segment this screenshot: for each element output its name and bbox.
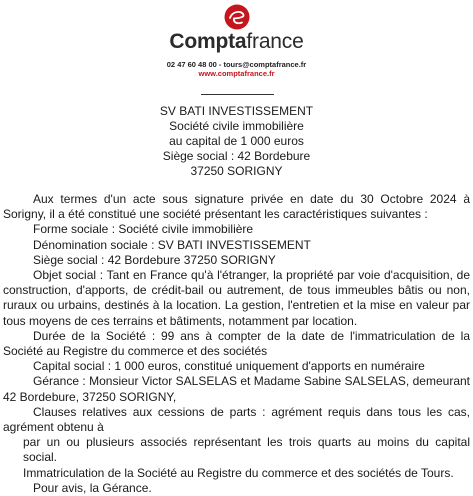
brand-name [0,31,473,53]
intro-paragraph: Aux termes d'un acte sous signature privée en date du 30 Octobre 2024 à Sorigny, il a été constitué une société présentant les caractéristiques suivantes : [3,192,470,222]
notice-body [3,192,470,496]
separator-rule [201,94,274,95]
brand-name-part2: france [246,30,304,53]
company-postcode: 37250 SORIGNY [190,164,283,178]
company-block [0,104,473,179]
contact-line: 02 47 60 48 00 - tours@comptafrance.fr [166,60,307,69]
company-seat: Siège social : 42 Bordebure [162,149,311,163]
swirl-e-logo-icon [224,4,250,30]
company-capital: au capital de 1 000 euros [169,134,304,148]
clauses-paragraph: Clauses relatives aux cessions de parts : agrément requis dans tous les cas, agrément obtenu à [3,404,470,435]
brand-name-part1: Compta [169,30,247,53]
objet-paragraph: Objet social : Tant en France qu'à l'étranger, la propriété par voie d'acquisition, de construction, d'apports, de crédit-bail ou autrement, de tous immeubles bâtis ou non, ruraux ou urbains, destinés à la location. La gestion, l'entretien et la mise en valeur par tous moyens de ces terrains et bâtiments, notamment par location. [3,268,470,328]
denomination-line: Dénomination sociale : SV BATI INVESTISSEMENT [33,237,311,252]
forme-line: Forme sociale : Société civile immobilière [33,222,254,237]
siege-line: Siège social : 42 Bordebure 37250 SORIGNY [33,252,276,267]
company-type: Société civile immobilière [169,119,304,133]
capital-line: Capital social : 1 000 euros, constitué uniquement d'apports en numéraire [33,359,425,374]
duree-paragraph: Durée de la Société : 99 ans à compter de la date de l'immatriculation de la Société au Registre du commerce et des sociétés [3,328,470,359]
company-name: SV BATI INVESTISSEMENT [159,104,314,118]
gerance-paragraph: Gérance : Monsieur Victor SALSELAS et Madame Sabine SALSELAS, demeurant 42 Bordebure, 37250 SORIGNY, [3,374,470,404]
clauses-continuation: par un ou plusieurs associés représentant les trois quarts au moins du capital social. [23,435,470,465]
immatriculation-line: Immatriculation de la Société au Registre du commerce et des sociétés de Tours. [23,465,454,480]
website-link[interactable]: www.comptafrance.fr [198,69,275,78]
signature-line: Pour avis, la Gérance. [33,480,152,495]
comptafrance-header [0,4,473,78]
